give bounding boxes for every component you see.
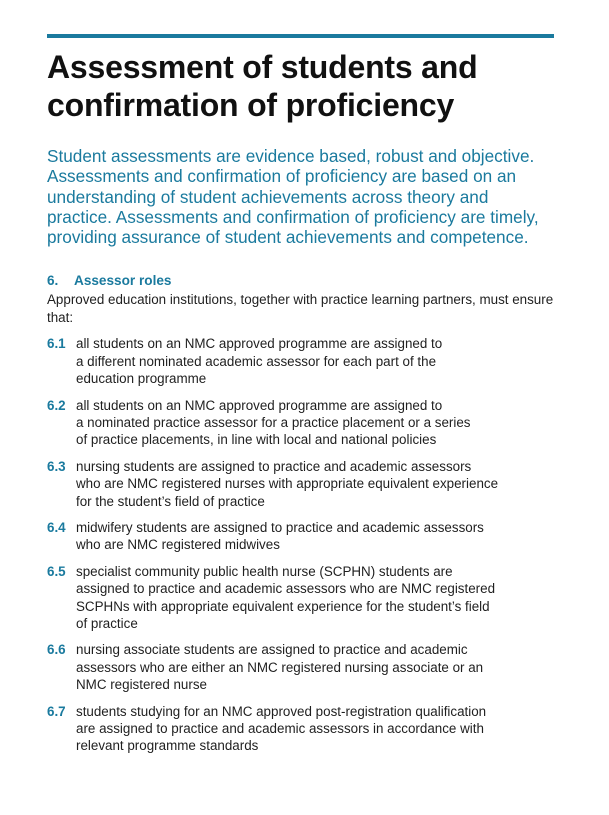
item-text <box>76 519 554 554</box>
item-text-line: all students on an NMC approved programme are assigned to <box>76 397 443 413</box>
item-text-line: who are NMC registered nurses with appropriate equivalent experience <box>76 476 499 492</box>
item-text-line: assessors who are either an NMC registered nursing associate or an <box>76 659 484 675</box>
list-item <box>47 458 554 510</box>
item-number: 6.2 <box>47 397 66 413</box>
item-number: 6.4 <box>47 519 66 535</box>
section-number: 6. <box>47 273 59 289</box>
item-text-line: students studying for an NMC approved post-registration qualification <box>76 703 487 719</box>
item-text <box>76 641 554 693</box>
item-text <box>76 703 554 755</box>
page-title <box>47 48 554 124</box>
item-text-line: who are NMC registered midwives <box>76 537 280 553</box>
item-text-line: relevant programme standards <box>76 738 259 754</box>
item-text <box>76 563 554 633</box>
item-text-line: for the student’s field of practice <box>76 493 265 509</box>
title-line-2: confirmation of proficiency <box>47 87 455 123</box>
item-text-line: specialist community public health nurse (SCPHN) students are <box>76 563 453 579</box>
item-text-line: SCPHNs with appropriate equivalent experience for the student’s field <box>76 598 490 614</box>
list-item <box>47 335 554 387</box>
item-number: 6.6 <box>47 642 66 658</box>
list-item <box>47 641 554 693</box>
title-line-1: Assessment of students and <box>47 49 478 85</box>
page <box>47 34 554 764</box>
item-text-line: midwifery students are assigned to practice and academic assessors <box>76 519 484 535</box>
list-item <box>47 563 554 633</box>
item-text-line: of practice <box>76 615 138 631</box>
item-text-line: NMC registered nurse <box>76 677 207 693</box>
item-text-line: assigned to practice and academic assessors who are NMC registered <box>76 581 496 597</box>
section-title: Assessor roles <box>74 273 172 289</box>
item-number: 6.5 <box>47 563 66 579</box>
item-text-line: nursing associate students are assigned to practice and academic <box>76 642 468 658</box>
list-item <box>47 703 554 755</box>
requirements-list <box>47 335 554 755</box>
item-text-line: are assigned to practice and academic assessors in accordance with <box>76 721 484 737</box>
item-number: 6.3 <box>47 458 66 474</box>
item-text-line: all students on an NMC approved programme are assigned to <box>76 336 443 352</box>
item-text-line: nursing students are assigned to practice and academic assessors <box>76 458 472 474</box>
section-heading <box>47 272 554 289</box>
item-number: 6.7 <box>47 703 66 719</box>
intro-paragraph: Student assessments are evidence based, robust and objective. Assessments and confirmation of proficiency are based on an understanding of student achievements across theory and practice. Assessments and confirmation of proficiency are timely, providing assurance of student achievements and competence. <box>47 146 539 248</box>
item-text-line: education programme <box>76 371 207 387</box>
list-item <box>47 397 554 449</box>
list-item <box>47 519 554 554</box>
item-text-line: of practice placements, in line with local and national policies <box>76 432 437 448</box>
item-text <box>76 335 554 387</box>
item-text-line: a different nominated academic assessor for each part of the <box>76 353 437 369</box>
top-rule <box>47 34 554 38</box>
item-text <box>76 397 554 449</box>
item-text-line: a nominated practice assessor for a practice placement or a series <box>76 414 471 430</box>
section-lead: Approved education institutions, together with practice learning partners, must ensure that: <box>47 292 554 325</box>
item-number: 6.1 <box>47 336 66 352</box>
item-text <box>76 458 554 510</box>
